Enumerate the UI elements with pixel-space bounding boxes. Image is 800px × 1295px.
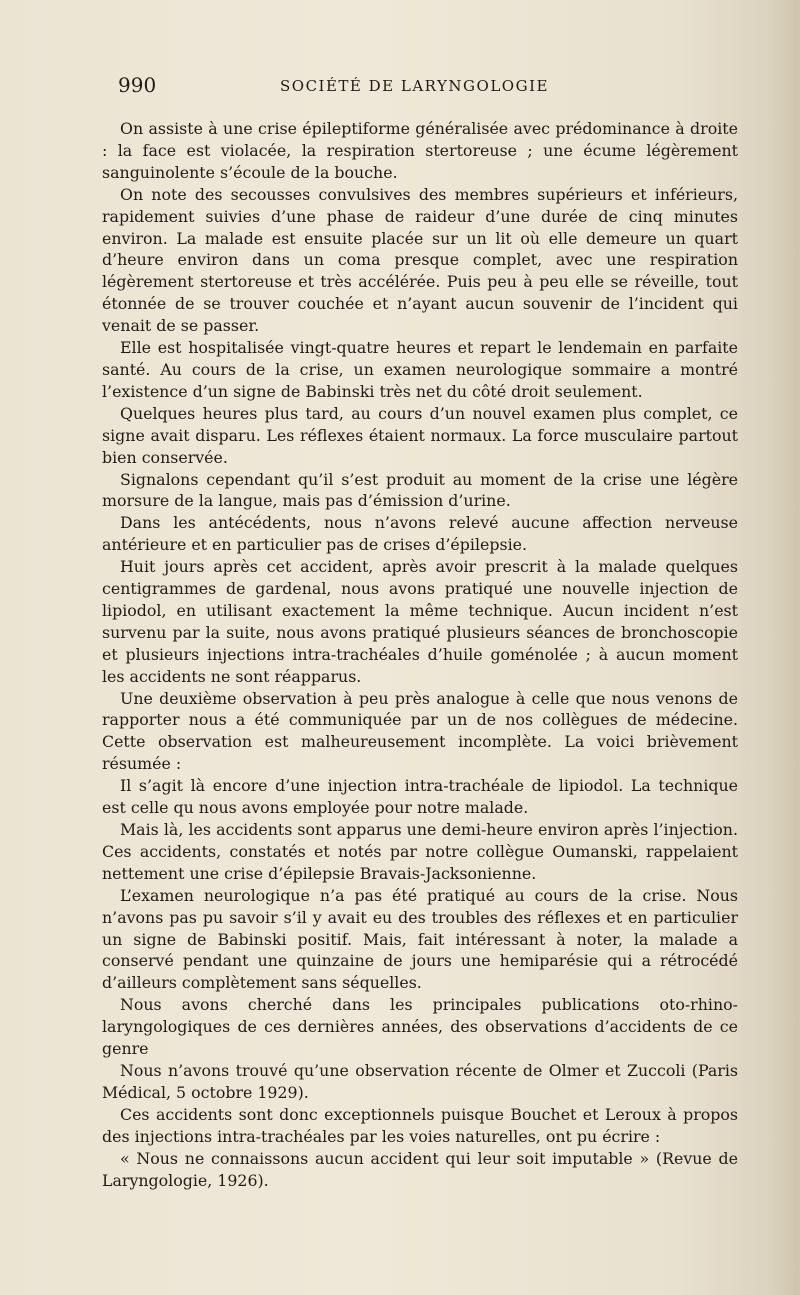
paragraph: Huit jours après cet accident, après avoir prescrit à la malade quelques centigrammes de gardenal, nous avons pratiqué une nouvelle injection de lipiodol, en utilisant exactement la même technique. Aucun incident n’est survenu par la suite, nous avons pratiqué plusieurs séances de bronchoscopie et plusieurs injections intra-trachéales d’huile goménolée ; à aucun moment les accidents ne sont réapparus. (102, 557, 738, 686)
paragraph: Dans les antécédents, nous n’avons relevé aucune affection nerveuse antérieure et en particulier pas de crises d’épilepsie. (102, 513, 738, 555)
body-text (102, 118, 738, 1191)
running-head: SOCIÉTÉ DE LARYNGOLOGIE (280, 77, 549, 95)
paragraph: On assiste à une crise épileptiforme généralisée avec prédominance à droite : la face est violacée, la respiration stertoreuse ; une écume légèrement sanguinolente s’écoule de la bouche. (102, 119, 738, 182)
page-edge-shadow (772, 0, 800, 1295)
paragraph: Nous avons cherché dans les principales publications oto-rhino-laryngologiques de ces dernières années, des observations d’accidents de ce genre (102, 995, 738, 1059)
paragraph: L’examen neurologique n’a pas été pratiqué au cours de la crise. Nous n’avons pas pu savoir s’il y avait eu des troubles des réflexes et en particulier un signe de Babinski positif. Mais, fait intéressant à noter, la malade a conservé pendant une quinzaine de jours une hemiparésie qui a rétrocédé d’ailleurs complètement sans séquelles. (102, 885, 738, 993)
paragraph: « Nous ne connaissons aucun accident qui leur soit imputable » (Revue de Laryngologie, 1926). (102, 1148, 738, 1190)
paragraph: Nous n’avons trouvé qu’une observation récente de Olmer et Zuccoli (Paris Médical, 5 octobre 1929). (102, 1060, 738, 1102)
paragraph: On note des secousses convulsives des membres supérieurs et inférieurs, rapidement suivies d’une phase de raideur d’une durée de cinq minutes environ. La malade est ensuite placée sur un lit où elle demeure un quart d’heure environ dans un coma presque complet, avec une respiration légèrement stertoreuse et très accélérée. Puis peu à peu elle se réveille, tout étonnée de se trouver couchée et n’ayant aucun souvenir de l’incident qui venait de se passer. (102, 184, 738, 336)
paragraph: Signalons cependant qu’il s’est produit au moment de la crise une légère morsure de la langue, mais pas d’émission d’urine. (102, 469, 738, 511)
paragraph: Il s’agit là encore d’une injection intra-trachéale de lipiodol. La technique est celle qu nous avons employée pour notre malade. (102, 776, 738, 818)
page-header (118, 73, 738, 101)
page-number: 990 (118, 73, 157, 97)
paragraph: Elle est hospitalisée vingt-quatre heures et repart le lendemain en parfaite santé. Au cours de la crise, un examen neurologique sommaire a montré l’existence d’un signe de Babinski très net du côté droit seulement. (102, 338, 738, 401)
paragraph: Mais là, les accidents sont apparus une demi-heure environ après l’injection. Ces accidents, constatés et notés par notre collègue Oumanski, rappelaient nettement une crise d’épilepsie Bravais-Jacksonienne. (102, 820, 738, 883)
paragraph: Quelques heures plus tard, au cours d’un nouvel examen plus complet, ce signe avait disparu. Les réflexes étaient normaux. La force musculaire partout bien conservée. (102, 403, 738, 467)
paragraph: Une deuxième observation à peu près analogue à celle que nous venons de rapporter nous a été communiquée par un de nos collègues de médecine. Cette observation est malheureusement incomplète. La voici brièvement résumée : (102, 688, 738, 774)
paragraph: Ces accidents sont donc exceptionnels puisque Bouchet et Leroux à propos des injections intra-trachéales par les voies naturelles, ont pu écrire : (102, 1104, 738, 1146)
